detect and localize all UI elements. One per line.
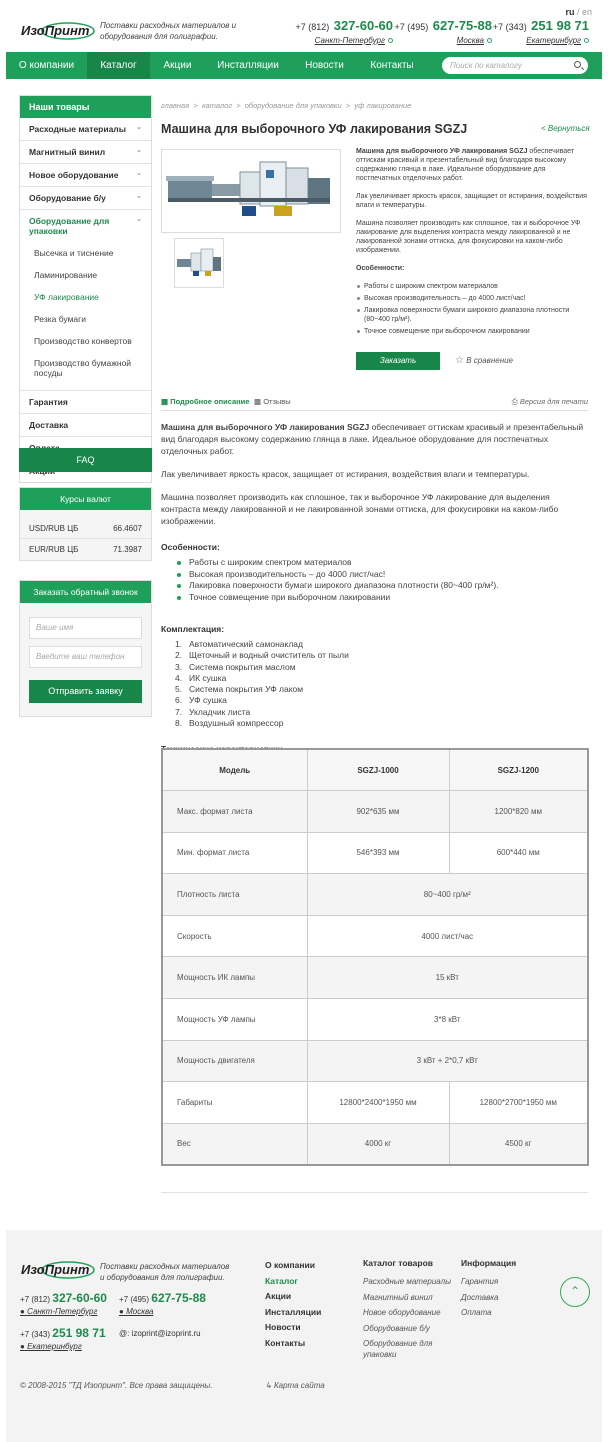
page-title: Машина для выборочного УФ лакирования SGZJ: [161, 122, 468, 136]
nav-about[interactable]: О компании: [18, 60, 75, 71]
crumb-home[interactable]: главная: [161, 101, 190, 110]
location-pin-icon: [388, 38, 393, 43]
footer-nav-catalog[interactable]: Каталог: [265, 1275, 298, 1286]
back-link[interactable]: < Вернуться: [541, 124, 590, 133]
full-description: Машина для выборочного УФ лакирования SGZJ обеспечивает оттискам красивый и презентабельный вид благодаря высокому содержанию глянца в лаке. Идеальное оборудование для постпечатных отделочных работ. Лак увеличивает яркость красок, защищает от истирания, воздействия влаги и температуры. Машина позволяет производить как сплошное, так и выборочное УФ лакирование для выделения контраста между лакированной и не лакированной зонами оттиска, для фокусировки на каком-либо изображении. Особенности: Работы с широким спектром материалов Высокая производительность – до 4000 лист/час! Лакировка поверхности бумаги широкого диапазона плотности (80~400 гр/м²). Точное совмещение при выборочном лакировании Комплектация: 1. Автоматический самонаклад 2. Щеточный и водный очиститель от пыли 3. Система покрытия маслом 4. ИК сушка 5. Система покрытия УФ лаком 6. УФ сушка 7. Укладчик листа 8. Воздушный компрессор: [161, 421, 588, 759]
callback-form: [19, 580, 152, 717]
nav-catalog[interactable]: Каталог: [87, 52, 150, 79]
phone-msk[interactable]: +7 (495) 627-75-88 Москва: [394, 18, 492, 45]
footer-nav-contacts[interactable]: Контакты: [265, 1337, 306, 1348]
feature-item: Лакировка поверхности бумаги широкого диапазона плотности (80~400 гр/м²).: [175, 580, 588, 592]
feature-item: Точное совмещение при выборочном лакировании: [356, 327, 588, 336]
footer-info-item[interactable]: Гарантия: [461, 1277, 499, 1286]
footer-catalog-item[interactable]: Магнитный винил: [363, 1292, 433, 1302]
nav-contacts[interactable]: Контакты: [370, 60, 414, 71]
kit-item: 3. Система покрытия маслом: [175, 661, 296, 672]
feature-item: Работы с широким спектром материалов: [356, 282, 588, 291]
table-row: Габариты 12800*2400*1950 мм 12800*2700*1950 мм: [162, 1082, 588, 1124]
phone-input[interactable]: Введите ваш телефон: [29, 646, 142, 668]
crumb-catalog[interactable]: каталог: [201, 101, 233, 110]
footer-catalog-item[interactable]: Оборудование для упаковки: [363, 1339, 433, 1359]
nav-news[interactable]: Новости: [305, 60, 344, 71]
footer-catalog-item[interactable]: Оборудование б/у: [363, 1323, 430, 1333]
chevron-down-icon: ⌄: [136, 216, 142, 223]
comment-icon: ▩: [254, 397, 262, 406]
header-tagline: Поставки расходных материалов и оборудования для полиграфии.: [100, 21, 237, 41]
specs-table: [161, 748, 589, 1166]
table-row: Мин. формат листа 546*393 мм 600*440 мм: [162, 832, 588, 874]
sidebar-sub-lamination[interactable]: Ламинирование: [34, 270, 98, 280]
sidebar-item-consumables[interactable]: Расходные материалы ⌄: [20, 118, 151, 141]
product-thumbnail[interactable]: [174, 238, 224, 288]
table-row: Вес 4000 кг 4500 кг: [162, 1123, 588, 1165]
tab-description[interactable]: ▦ Подробное описание: [161, 397, 250, 406]
crumb-uv: уф лакирование: [354, 101, 412, 110]
kit-item: 2. Щеточный и водный очиститель от пыли: [175, 650, 349, 661]
footer-catalog-item[interactable]: Расходные материалы: [363, 1277, 452, 1286]
footer-logo[interactable]: [20, 1259, 96, 1281]
table-row: Макс. формат листа 902*635 мм 1200*820 мм: [162, 791, 588, 833]
footer-nav-installations[interactable]: Инсталляции: [265, 1306, 322, 1317]
location-pin-icon: [487, 38, 492, 43]
rate-eur: EUR/RUB ЦБ 71.3987: [29, 545, 142, 554]
sidebar-item-used-equipment[interactable]: Оборудование б/у ⌄: [20, 187, 151, 210]
table-header-row: Модель SGZJ-1000 SGZJ-1200: [162, 749, 588, 791]
kit-item: 5. Система покрытия УФ лаком: [175, 684, 304, 695]
short-description: Машина для выборочного УФ лакирования SGZJ обеспечивает оттискам красивый и презентабельный вид благодаря высокому содержанию глянца в лаке. Идеальное оборудование для постпечатных отделочных работ. Лак увеличивает яркость красок, защищает от истирания, воздействия влаги и температуры. Машина позволяет производить как сплошное, так и выборочное УФ лакирование для выделения контраста между лакированной и не лакированной зонами оттиска, для фокусировки на каком-либо изображении. Особенности: Работы с широким спектром материалов Высокая производительность – до 4000 лист/час! Лакировка поверхности бумаги широкого диапазона плотности (80~400 гр/м²). Точное совмещение при выборочном лакировании: [356, 148, 587, 335]
footer-nav-promo[interactable]: Акции: [265, 1291, 292, 1301]
feature-item: Высокая производительность – до 4000 лист/час!: [356, 294, 588, 303]
sidebar-sub-cutting[interactable]: Резка бумаги: [34, 314, 86, 324]
breadcrumb: главная > каталог > оборудование для упаковки > уф лакирование: [161, 101, 412, 110]
chevron-down-icon: ⌄: [136, 147, 142, 154]
compare-button[interactable]: ☆ В сравнение: [455, 355, 513, 366]
sidebar-item-delivery[interactable]: Доставка: [20, 414, 151, 437]
kit-item: 1. Автоматический самонаклад: [175, 639, 303, 649]
search-input[interactable]: Поиск по каталогу: [442, 57, 588, 74]
footer-nav-about[interactable]: О компании: [265, 1260, 315, 1270]
location-pin-icon: [584, 38, 589, 43]
print-version-link[interactable]: ⎙ Версия для печати: [511, 397, 588, 406]
footer-phone-msk[interactable]: +7 (495) 627-75-88 ● Москва: [119, 1291, 206, 1316]
document-icon: ▦: [161, 397, 169, 406]
tab-reviews[interactable]: ▩ Отзывы: [254, 397, 291, 406]
nav-installations[interactable]: Инсталляции: [217, 60, 279, 71]
table-row: Мощность ИК лампы 15 кВт: [162, 957, 588, 999]
svg-text:ИзоПринт: ИзоПринт: [21, 1262, 90, 1277]
location-pin-icon: ●: [119, 1307, 124, 1316]
feature-item: Работы с широким спектром материалов: [175, 557, 588, 569]
footer-info-item[interactable]: Оплата: [461, 1308, 492, 1317]
footer-nav-news[interactable]: Новости: [265, 1322, 301, 1332]
copyright: © 2008-2015 "ТД Изопринт". Все права защищены.: [20, 1381, 213, 1390]
table-row: Скорость 4000 лист/час: [162, 915, 588, 957]
feature-item: Лакировка поверхности бумаги широкого диапазона плотности (80~400 гр/м²).: [356, 306, 588, 324]
table-row: Мощность двигателя 3 кВт + 2*0,7 кВт: [162, 1040, 588, 1082]
product-image[interactable]: [161, 149, 341, 233]
footer-phone-spb[interactable]: +7 (812) 327-60-60 ● Санкт-Петербург: [20, 1291, 107, 1316]
search-icon[interactable]: [574, 61, 581, 68]
kit-item: 8. Воздушный компрессор: [175, 718, 284, 729]
machine-illustration: [162, 150, 340, 232]
sidebar-item-packaging[interactable]: Оборудование для упаковки ⌄: [29, 216, 142, 236]
footer-tagline: Поставки расходных материалов и оборудования для полиграфии.: [100, 1262, 230, 1282]
divider: [161, 1192, 588, 1193]
svg-text:ИзоПринт: ИзоПринт: [21, 23, 90, 38]
at-icon: @:: [119, 1329, 130, 1338]
sitemap-icon: ↳: [265, 1381, 272, 1390]
star-icon: ☆: [455, 355, 464, 366]
sidebar-item-vinyl[interactable]: Магнитный винил ⌄: [20, 141, 151, 164]
sidebar-sub-uv[interactable]: УФ лакирование: [34, 292, 99, 302]
sitemap-link[interactable]: ↳ Карта сайта: [265, 1381, 325, 1390]
main-nav: [6, 52, 602, 79]
footer-catalog-item[interactable]: Новое оборудование: [363, 1308, 441, 1317]
order-button[interactable]: Заказать: [356, 352, 440, 370]
phone-spb[interactable]: +7 (812) 327-60-60 Санкт-Петербург: [295, 18, 393, 45]
footer-nav: [265, 1258, 321, 1351]
kit-item: 4. ИК сушка: [175, 672, 227, 683]
scroll-up-icon[interactable]: ⌃: [560, 1277, 590, 1307]
kit-item: 7. Укладчик листа: [175, 706, 251, 717]
chevron-down-icon: ⌄: [136, 170, 142, 177]
phone-ekb[interactable]: +7 (343) 251 98 71 Екатеринбург: [492, 18, 589, 45]
language-switcher[interactable]: ru / en: [565, 7, 592, 17]
footer-phone-ekb[interactable]: +7 (343) 251 98 71 ● Екатеринбург: [20, 1326, 106, 1351]
crumb-packaging[interactable]: оборудование для упаковки: [244, 101, 342, 110]
location-pin-icon: ●: [20, 1342, 25, 1351]
rate-usd: USD/RUB ЦБ 66.4607: [20, 518, 151, 539]
name-input[interactable]: Ваше имя: [29, 617, 142, 639]
sidebar-item-warranty[interactable]: Гарантия: [20, 391, 151, 414]
footer-info-item[interactable]: Доставка: [461, 1292, 499, 1302]
company-logo[interactable]: [20, 20, 96, 42]
sidebar-sub-paper-dishes[interactable]: Производство бумажной посуды: [34, 358, 132, 378]
sidebar-item-new-equipment[interactable]: Новое оборудование ⌄: [20, 164, 151, 187]
footer-catalog: Каталог товаров Расходные материалы Магнитный винил Новое оборудование Оборудование б/у Оборудование для упаковки: [363, 1258, 455, 1360]
table-row: Мощность УФ лампы 3*8 кВт: [162, 999, 588, 1041]
chevron-down-icon: ⌄: [136, 193, 142, 200]
sidebar-title: Наши товары: [20, 96, 151, 118]
kit-item: 6. УФ сушка: [175, 695, 227, 706]
sidebar-sub-embossing[interactable]: Высечка и тиснение: [34, 248, 114, 258]
table-row: Плотность листа 80~400 гр/м²: [162, 874, 588, 916]
sidebar-sub-envelopes[interactable]: Производство конвертов: [34, 336, 132, 346]
callback-title: Заказать обратный звонок: [20, 581, 151, 603]
location-pin-icon: ●: [20, 1307, 25, 1316]
chevron-down-icon: ⌄: [136, 124, 142, 131]
footer-info: Информация Гарантия Доставка Оплата: [461, 1258, 516, 1321]
currency-rates: [19, 487, 152, 561]
nav-promo[interactable]: Акции: [163, 60, 192, 71]
thumbnail-illustration: [175, 239, 223, 287]
send-request-button[interactable]: Отправить заявку: [29, 680, 142, 703]
printer-icon: ⎙: [511, 397, 518, 406]
rates-title: Курсы валют: [20, 488, 151, 510]
faq-button[interactable]: FAQ: [19, 448, 152, 472]
footer-email[interactable]: @: izoprint@izoprint.ru: [119, 1329, 201, 1338]
feature-item: Высокая производительность – до 4000 лист/час!: [175, 569, 588, 581]
feature-item: Точное совмещение при выборочном лакировании: [175, 592, 588, 604]
product-tabs: [161, 395, 588, 411]
sidebar-catalog: [19, 95, 152, 483]
